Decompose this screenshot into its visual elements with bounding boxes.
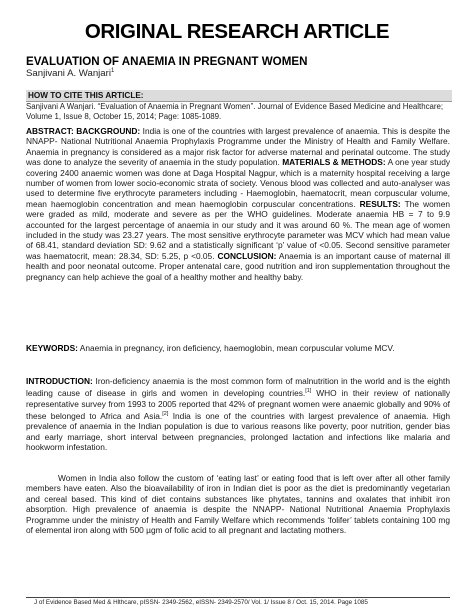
author-name: Sanjivani A. Wanjari (26, 68, 111, 80)
introduction-text-1: Iron-deficiency anaemia is the most common form of malnutrition in the world and is the eighth leading cause of disease in girls and women in developing countries. (26, 376, 450, 399)
introduction-text-2: WHO in their review of nationally representative survey from 1993 to 2005 reported that 42% of pregnant women were anaemic globally and 90% of these belonged to Africa and Asia. (26, 388, 450, 421)
abstract-conclusion-label: CONCLUSION: (217, 250, 277, 261)
cite-text: Sanjivani A Wanjari. “Evaluation of Anaemia in Pregnant Women”. Journal of Evidence Based Medicine and Healthcare; Volume 1, Issue 8, October 15, 2014; Page: 1085-1089. (26, 102, 444, 122)
author-affiliation-mark: 1 (110, 68, 115, 74)
article-type-banner: ORIGINAL RESEARCH ARTICLE (84, 20, 390, 43)
cite-heading: HOW TO CITE THIS ARTICLE: (26, 90, 452, 102)
keywords-text: Anaemia in pregnancy, iron deficiency, haemoglobin, mean corpuscular volume MCV. (77, 343, 395, 353)
introduction-paragraph-2 (26, 473, 450, 535)
keywords (26, 343, 450, 353)
introduction-paragraph (26, 376, 450, 452)
page-footer: J of Evidence Based Med & Hlthcare, pISSN- 2349-2562, eISSN- 2349-2570/ Vol. 1/ Issue 8 / Oct. 15, 2014. Page 1085 (34, 599, 368, 606)
citation-ref-2[interactable]: [2] (162, 411, 169, 417)
footer-rule (26, 597, 450, 598)
keywords-label: KEYWORDS: (26, 343, 78, 353)
introduction-label: INTRODUCTION: (26, 376, 93, 386)
introduction-text-3: India is one of the countries with largest prevalence of anaemia. High prevalence of anaemia in the Indian population is due to various reasons like poverty, poor nutrition, gender bias and early marriage, short interval between pregnancies, prolonged lactation and infections like malaria and hookworm infestation. (26, 410, 450, 452)
abstract (26, 126, 450, 282)
abstract-background-label: ABSTRACT: BACKGROUND: (26, 126, 141, 136)
abstract-results-text: The women were graded as mild, moderate and severe as per the WHO guidelines. Moderate anaemia HB = 7 to 9.9 accounted for the largest percentage of anaemia in our study and it was around 60 %. The mean age of women included in the study was 23.27 years. The most sensitive erythrocyte parameter was MCV which had mean value of 68.41, standard deviation SD: 9.62 and a statistically significant ‘p’ value of <0.05. Second sensitive parameter was haematocrit, mean: 28.34, SD: 5.25, p <0.05. (26, 198, 450, 261)
introduction-para2-text: Women in India also follow the custom of ‘eating last’ or eating food that is left over after all other family members have eaten. Also the bioavailability of iron in Indian diet is poor as the diet is predominantly vegetarian and cereal based. This kind of diet contains substances like phytates, tannins and oxalates that inhibit iron absorption. High prevalence of anaemia is despite the NNAPP- National Nutritional Anaemia Prophylaxis Programme under the ministry of Health and Family Welfare which recommends ‘folifer’ tablets containing 100 mg of elemental iron along with 500 µgm of folic acid to all pregnant and lactating mothers. (26, 473, 450, 536)
abstract-conclusion-text: Anaemia is an important cause of maternal ill health and poor neonatal outcome. Proper antenatal care, good nutrition and iron supplementation throughout the pregnancy can help achieve the goal of a healthy mother and healthy baby. (26, 250, 450, 282)
abstract-methods-label: MATERIALS & METHODS: (282, 157, 386, 168)
article-title: EVALUATION OF ANAEMIA IN PREGNANT WOMEN (26, 55, 308, 68)
abstract-methods-text: A one year study covering 2400 anaemic women was done at Daga Hospital Nagpur, which is a maternity hospital receiving a large number of women from lower socio-economic strata of society. Venous blood was collected and auto-analyser was used to determine five erythrocyte parameters including - Haemoglobin, haematocrit, mean corpuscular volume, mean haemoglobin concentration and mean haemoglobin corpuscular concentrations. (26, 157, 451, 209)
author-line (26, 68, 114, 79)
abstract-background-text: India is one of the countries with largest prevalence of anaemia. This is despite the NNAPP- National Nutritional Anaemia Prophylaxis Programme under the Ministry of Health and Family Welfare. Anaemia in pregnancy is considered as a major risk factor for adverse maternal and perinatal outcome. The study was done to analyze the severity of anaemia in the study population. (26, 126, 450, 168)
abstract-results-label: RESULTS: (359, 198, 401, 209)
citation-ref-1[interactable]: [1] (305, 388, 312, 395)
